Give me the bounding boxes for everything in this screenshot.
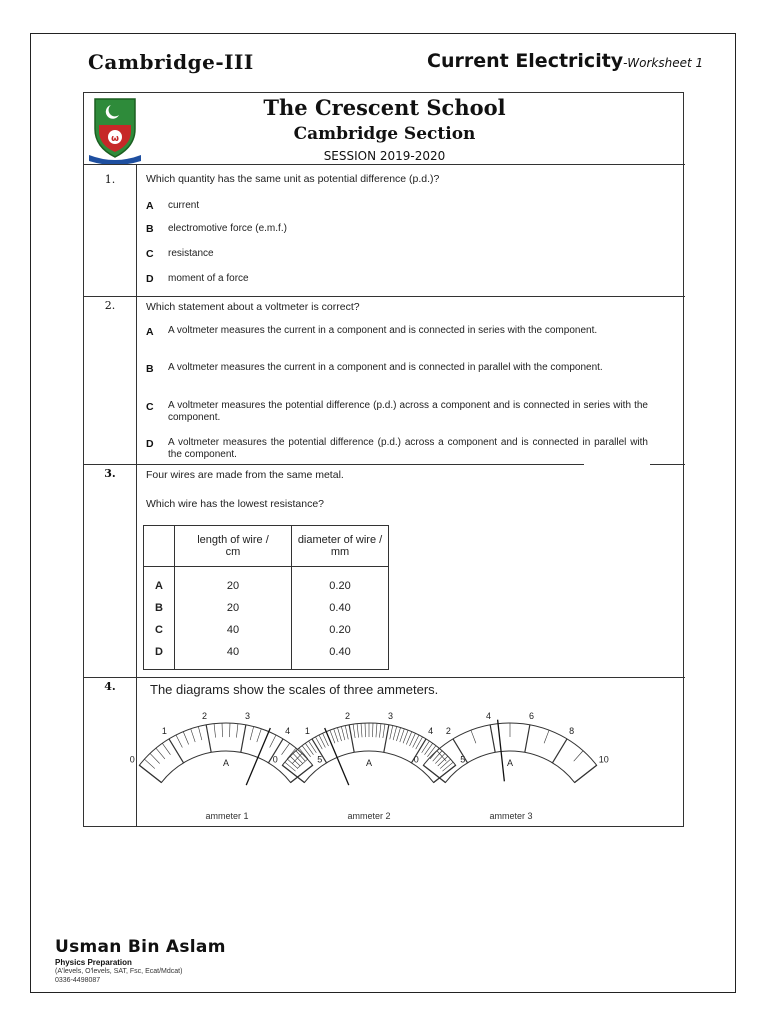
tick-label: 8 <box>569 726 575 737</box>
minor-tick <box>156 748 165 759</box>
major-tick <box>575 765 597 782</box>
cell-diameter: 0.40 <box>292 641 389 670</box>
cell-diameter: 0.20 <box>292 619 389 641</box>
ammeter-3 <box>413 701 609 793</box>
minor-tick <box>379 724 381 738</box>
minor-tick <box>302 746 311 757</box>
ammeter-2 <box>272 701 466 793</box>
table-row <box>144 597 389 619</box>
unit-label: A <box>506 758 514 768</box>
unit-label: A <box>365 758 373 768</box>
tick-label: 0 <box>129 754 135 765</box>
row-letter: C <box>144 619 175 641</box>
topic-title: Current Electricity <box>427 50 624 72</box>
option-letter: A <box>146 326 154 338</box>
ammeter-label: ammeter 3 <box>489 811 533 821</box>
minor-tick <box>390 726 393 740</box>
option-text: electromotive force (e.m.f.) <box>168 223 287 234</box>
option-letter: C <box>146 401 154 413</box>
cell-length: 20 <box>175 597 292 619</box>
minor-tick <box>282 743 290 754</box>
minor-tick <box>222 723 223 737</box>
pointer-needle <box>498 720 505 782</box>
table-row <box>144 567 389 598</box>
major-tick <box>525 725 530 753</box>
minor-tick <box>372 723 373 737</box>
worksheet-subtitle: -Worksheet 1 <box>623 56 704 70</box>
tick-label: 1 <box>304 726 310 737</box>
tick-label: 1 <box>161 726 167 737</box>
major-tick <box>349 725 354 753</box>
divider <box>84 677 685 678</box>
row-letter: D <box>144 641 175 670</box>
ammeter-1 <box>129 701 323 793</box>
pointer-needle <box>325 728 349 785</box>
table-corner <box>144 526 175 567</box>
minor-tick <box>299 748 308 759</box>
option-letter: D <box>146 438 154 450</box>
course-title: Cambridge-III <box>88 50 254 74</box>
question-text: Four wires are made from the same metal. <box>146 469 344 481</box>
tick-label: 5 <box>317 754 323 765</box>
question-number: 4. <box>104 680 116 693</box>
cell-diameter: 0.40 <box>292 597 389 619</box>
option-text: A voltmeter measures the current in a component and is connected in parallel with the component. <box>168 362 603 373</box>
minor-tick <box>229 723 230 737</box>
option-text: A voltmeter measures the current in a component and is connected in series with the component. <box>168 325 598 336</box>
footer <box>55 937 226 985</box>
major-tick <box>384 725 389 753</box>
minor-tick <box>305 743 313 754</box>
tick-label: 2 <box>202 710 208 721</box>
divider <box>84 464 584 465</box>
minor-tick <box>183 732 188 745</box>
tick-label: 4 <box>285 726 291 737</box>
school-section: Cambridge Section <box>293 124 476 144</box>
column-divider <box>136 164 137 827</box>
option-letter: B <box>146 223 154 235</box>
minor-tick <box>383 724 385 738</box>
cell-length: 20 <box>175 567 292 598</box>
option-letter: D <box>146 273 154 285</box>
major-tick <box>490 725 495 753</box>
major-tick <box>206 725 211 753</box>
minor-tick <box>198 727 202 741</box>
option-letter: A <box>146 200 154 212</box>
minor-tick <box>309 741 317 753</box>
minor-tick <box>296 751 305 761</box>
cell-length: 40 <box>175 619 292 641</box>
author-levels: (A'levels, O'levels, SAT, Fsc, Ecat/Mdcat) <box>55 968 183 975</box>
ammeter-label: ammeter 2 <box>347 811 391 821</box>
minor-tick <box>574 751 583 761</box>
question-text: The diagrams show the scales of three ammeters. <box>150 682 439 697</box>
minor-tick <box>544 730 549 743</box>
minor-tick <box>162 743 170 754</box>
option-text: current <box>168 200 200 211</box>
minor-tick <box>400 729 404 742</box>
option-text: resistance <box>168 248 214 259</box>
author-subtitle: Physics Preparation <box>55 958 132 967</box>
minor-tick <box>334 729 338 742</box>
question-number: 3. <box>104 467 116 480</box>
table-row <box>144 641 389 670</box>
minor-tick <box>150 753 160 763</box>
tick-label: 0 <box>413 754 419 765</box>
cell-diameter: 0.20 <box>292 567 389 598</box>
column-header-length: length of wire / cm <box>175 526 292 567</box>
minor-tick <box>236 724 238 738</box>
option-text: moment of a force <box>168 273 249 284</box>
divider <box>650 464 685 465</box>
minor-tick <box>425 743 433 754</box>
divider <box>84 296 685 297</box>
tick-label: 10 <box>598 754 609 765</box>
major-tick <box>169 739 184 763</box>
ammeter-label: ammeter 1 <box>205 811 249 821</box>
minor-tick <box>403 730 408 743</box>
tick-label: 6 <box>528 710 534 721</box>
minor-tick <box>422 741 430 753</box>
minor-tick <box>357 724 359 738</box>
row-letter: B <box>144 597 175 619</box>
cell-length: 40 <box>175 641 292 670</box>
minor-tick <box>393 727 397 741</box>
minor-tick <box>361 723 362 737</box>
worksheet-title <box>427 50 703 72</box>
minor-tick <box>250 727 254 741</box>
minor-tick <box>257 729 261 742</box>
school-session: SESSION 2019-2020 <box>323 149 446 163</box>
tick-label: 3 <box>244 710 250 721</box>
school-title: The Crescent School <box>263 95 506 120</box>
major-tick <box>312 739 327 763</box>
minor-tick <box>270 735 276 747</box>
question-text: Which quantity has the same unit as potential difference (p.d.)? <box>146 173 440 185</box>
major-tick <box>139 765 161 782</box>
minor-tick <box>471 730 476 743</box>
major-tick <box>241 725 246 753</box>
tick-label: 3 <box>387 710 393 721</box>
pointer-needle <box>246 728 270 785</box>
minor-tick <box>353 724 355 738</box>
option-text: A voltmeter measures the potential difference (p.d.) across a component and is connected in series with the component. <box>168 400 648 423</box>
tick-label: 4 <box>428 726 434 737</box>
major-tick <box>552 739 567 763</box>
minor-tick <box>338 728 342 741</box>
column-header-diameter: diameter of wire / mm <box>292 526 389 567</box>
minor-tick <box>396 728 400 741</box>
minor-tick <box>345 726 348 740</box>
question-number: 2. <box>104 299 116 312</box>
tick-label: 2 <box>345 710 351 721</box>
worksheet-frame <box>83 92 684 827</box>
question-subtext: Which wire has the lowest resistance? <box>146 498 324 510</box>
question-text: Which statement about a voltmeter is correct? <box>146 301 360 313</box>
row-letter: A <box>144 567 175 598</box>
svg-text:ω: ω <box>111 134 119 144</box>
wire-table <box>143 525 389 670</box>
minor-tick <box>341 727 345 741</box>
minor-tick <box>365 723 366 737</box>
option-letter: C <box>146 248 154 260</box>
table-row <box>144 619 389 641</box>
tick-label: 0 <box>272 754 278 765</box>
minor-tick <box>191 729 195 742</box>
option-letter: B <box>146 363 154 375</box>
minor-tick <box>144 759 154 768</box>
major-tick <box>453 739 468 763</box>
tick-label: 5 <box>460 754 466 765</box>
minor-tick <box>376 723 377 737</box>
tick-label: 4 <box>486 710 492 721</box>
minor-tick <box>176 735 182 747</box>
minor-tick <box>214 724 216 738</box>
unit-label: A <box>222 758 230 768</box>
tick-label: 2 <box>445 726 451 737</box>
author-name: Usman Bin Aslam <box>55 937 226 957</box>
option-text: A voltmeter measures the potential difference (p.d.) across a component and is connected in parallel with the component. <box>168 437 648 460</box>
divider <box>84 164 685 165</box>
question-number: 1. <box>104 173 116 186</box>
author-phone: 0336-4498087 <box>55 977 101 984</box>
